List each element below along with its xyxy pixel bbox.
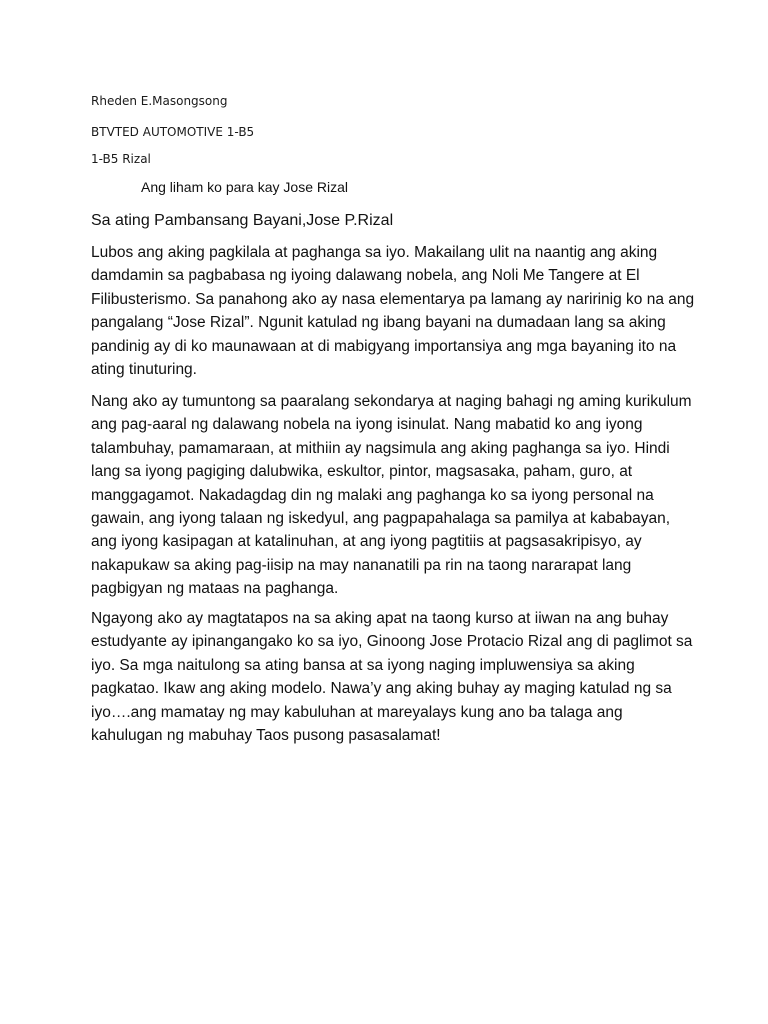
paragraph-line: talambuhay, pamamaraan, at mithiin ay nagsimula ang aking paghanga sa iyo. Hindi: [91, 439, 670, 457]
paragraph-line: iyo. Sa mga naitulong sa ating bansa at sa iyong naging impluwensiya sa aking: [91, 656, 635, 674]
paragraph-line: estudyante ay ipinangangako ko sa iyo, Ginoong Jose Protacio Rizal ang di paglimot sa: [91, 633, 693, 651]
paragraph-3: [91, 607, 731, 747]
paragraph-line: Lubos ang aking pagkilala at paghanga sa iyo. Makailang ulit na naantig ang aking: [91, 244, 658, 261]
paragraph-2: [91, 390, 731, 601]
paragraph-line: pagbigyan ng mataas na paghanga.: [91, 580, 339, 598]
paragraph-line: lang sa iyong pagiging dalubwika, eskultor, pintor, magsasaka, paham, guro, at: [91, 463, 633, 481]
author-name: Rheden E.Masongsong: [91, 94, 228, 108]
section-label: 1-B5 Rizal: [91, 152, 151, 166]
paragraph-line: Ngayong ako ay magtatapos na sa aking apat na taong kurso at iiwan na ang buhay: [91, 610, 669, 627]
paragraph-line: ating tinuturing.: [91, 361, 197, 379]
paragraph-line: ang iyong kasipagan at katalinuhan, at ang iyong pagtitiis at pagsasakripisyo, ay: [91, 533, 642, 551]
paragraph-line: Filibusterismo. Sa panahong ako ay nasa elementarya pa lamang ay naririnig ko na ang: [91, 290, 695, 308]
paragraph-line: pagkatao. Ikaw ang aking modelo. Nawa’y ang aking buhay ay maging katulad ng sa: [91, 680, 672, 698]
paragraph-line: iyo….ang mamatay ng may kabuluhan at mareyalays kung ano ba talaga ang: [91, 703, 623, 721]
course-label: BTVTED AUTOMOTIVE 1-B5: [91, 125, 255, 139]
paragraph-line: kahulugan ng mabuhay Taos pusong pasasalamat!: [91, 727, 441, 745]
paragraph-line: manggagamot. Nakadagdag din ng malaki ang paghanga ko sa iyong personal na: [91, 486, 654, 504]
paragraph-line: ang pag-aaral ng dalawang nobela na iyong isinulat. Nang mabatid ko ang iyong: [91, 416, 643, 434]
paragraph-line: Nang ako ay tumuntong sa paaralang sekondarya at naging bahagi ng aming kurikulum: [91, 393, 692, 410]
paragraph-1: [91, 241, 731, 381]
letter-salutation: Sa ating Pambansang Bayani,Jose P.Rizal: [91, 212, 394, 229]
paragraph-line: pangalang “Jose Rizal”. Ngunit katulad ng ibang bayani na dumadaan lang sa aking: [91, 314, 666, 332]
paragraph-line: damdamin sa pagbabasa ng iyoing dalawang nobela, ang Noli Me Tangere at El: [91, 267, 640, 285]
paragraph-line: nakapukaw sa aking pag-iisip na may nananatili pa rin na taong nararapat lang: [91, 556, 632, 574]
paragraph-line: pandinig ay di ko maunawaan at di mabigyang importansiya ang mga bayaning ito na: [91, 337, 677, 355]
letter-title: Ang liham ko para kay Jose Rizal: [141, 179, 348, 195]
paragraph-line: gawain, ang iyong talaan ng iskedyul, ang pagpapahalaga sa pamilya at kababayan,: [91, 510, 671, 528]
